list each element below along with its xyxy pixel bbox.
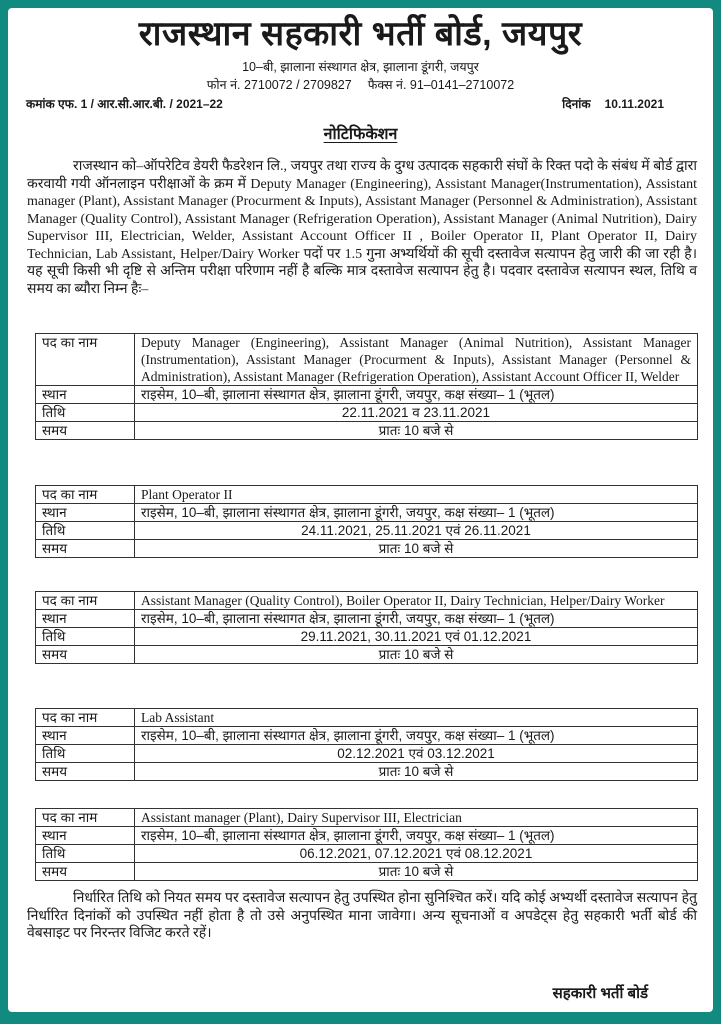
post-names: Assistant Manager (Quality Control), Boiler Operator II, Dairy Technician, Helper/Dairy Worker bbox=[135, 592, 698, 610]
closing-paragraph: निर्धारित तिथि को नियत समय पर दस्तावेज सत्यापन हेतु उपस्थित होना सुनिश्चित करें। यदि कोई अभ्यर्थी दस्तावेज सत्यापन हेतु निर्धारित दिनांकों को उपस्थित नहीं होता है तो उसे अनुपस्थित माना जावेगा। अन्य सूचनाओं व अपडेट्स हेतु सहकारी भर्ती बोर्ड की वेबसाइट पर निरन्तर विजिट करते रहें। bbox=[27, 891, 697, 941]
schedule-table bbox=[35, 808, 698, 881]
date-label: तिथि bbox=[36, 628, 135, 646]
time-value: प्रातः 10 बजे से bbox=[135, 763, 698, 781]
table-row-venue bbox=[36, 504, 698, 522]
date-value: 22.11.2021 व 23.11.2021 bbox=[135, 404, 698, 422]
schedule-table bbox=[35, 485, 698, 558]
table-row-date bbox=[36, 628, 698, 646]
date-label: तिथि bbox=[36, 845, 135, 863]
date-value: 10.11.2021 bbox=[604, 97, 664, 111]
post-label: पद का नाम bbox=[36, 334, 135, 386]
venue-value: राइसेम, 10–बी, झालाना संस्थागत क्षेत्र, झालाना डूंगरी, जयपुर, कक्ष संख्या– 1 (भूतल) bbox=[135, 827, 698, 845]
notification-page bbox=[8, 8, 713, 1012]
table-row-time bbox=[36, 646, 698, 664]
date-value: 02.12.2021 एवं 03.12.2021 bbox=[135, 745, 698, 763]
venue-label: स्थान bbox=[36, 386, 135, 404]
time-label: समय bbox=[36, 863, 135, 881]
fax-number: फैक्स नं. 91–0141–2710072 bbox=[367, 78, 515, 92]
date-value: 29.11.2021, 30.11.2021 एवं 01.12.2021 bbox=[135, 628, 698, 646]
time-value: प्रातः 10 बजे से bbox=[135, 540, 698, 558]
notification-heading bbox=[8, 125, 713, 145]
post-label: पद का नाम bbox=[36, 809, 135, 827]
post-names: Deputy Manager (Engineering), Assistant Manager (Animal Nutrition), Assistant Manager (Instrumentation), Assistant Manager (Procurment & Inputs), Assistant Manager (Personnel & Administration), Assistant Manager (Refrigeration Operation), Assistant Account Officer II, Welder bbox=[135, 334, 698, 386]
post-names: Plant Operator II bbox=[135, 486, 698, 504]
board-address: 10–बी, झालाना संस्थागत क्षेत्र, झालाना डूंगरी, जयपुर bbox=[242, 60, 479, 74]
venue-label: स्थान bbox=[36, 504, 135, 522]
table-row-post bbox=[36, 486, 698, 504]
table-row-post bbox=[36, 709, 698, 727]
time-label: समय bbox=[36, 646, 135, 664]
table-row-time bbox=[36, 763, 698, 781]
venue-label: स्थान bbox=[36, 610, 135, 628]
reference-number: कमांक एफ. 1 / आर.सी.आर.बी. / 2021–22 bbox=[26, 97, 223, 111]
post-label: पद का नाम bbox=[36, 592, 135, 610]
table-row-post bbox=[36, 592, 698, 610]
issue-date bbox=[562, 96, 664, 112]
schedule-table bbox=[35, 333, 698, 440]
venue-label: स्थान bbox=[36, 827, 135, 845]
venue-label: स्थान bbox=[36, 727, 135, 745]
table-row-venue bbox=[36, 386, 698, 404]
notification-heading-text: नोटिफिकेशन bbox=[323, 126, 398, 143]
contact-line bbox=[8, 77, 713, 94]
time-value: प्रातः 10 बजे से bbox=[135, 646, 698, 664]
table-row-venue bbox=[36, 610, 698, 628]
venue-value: राइसेम, 10–बी, झालाना संस्थागत क्षेत्र, झालाना डूंगरी, जयपुर, कक्ष संख्या– 1 (भूतल) bbox=[135, 610, 698, 628]
venue-value: राइसेम, 10–बी, झालाना संस्थागत क्षेत्र, झालाना डूंगरी, जयपुर, कक्ष संख्या– 1 (भूतल) bbox=[135, 504, 698, 522]
table-row-time bbox=[36, 422, 698, 440]
date-value: 06.12.2021, 07.12.2021 एवं 08.12.2021 bbox=[135, 845, 698, 863]
date-label: तिथि bbox=[36, 522, 135, 540]
board-title: राजस्थान सहकारी भर्ती बोर्ड, जयपुर bbox=[138, 15, 583, 53]
time-label: समय bbox=[36, 422, 135, 440]
date-label: तिथि bbox=[36, 404, 135, 422]
table-row-date bbox=[36, 404, 698, 422]
table-row-time bbox=[36, 540, 698, 558]
table-row-venue bbox=[36, 827, 698, 845]
table-row-date bbox=[36, 845, 698, 863]
time-label: समय bbox=[36, 540, 135, 558]
post-names: Assistant manager (Plant), Dairy Supervisor III, Electrician bbox=[135, 809, 698, 827]
post-names: Lab Assistant bbox=[135, 709, 698, 727]
time-value: प्रातः 10 बजे से bbox=[135, 422, 698, 440]
table-row-post bbox=[36, 334, 698, 386]
date-label: दिनांक bbox=[562, 97, 591, 111]
table-row-venue bbox=[36, 727, 698, 745]
table-row-post bbox=[36, 809, 698, 827]
table-row-date bbox=[36, 522, 698, 540]
schedule-table bbox=[35, 708, 698, 781]
time-value: प्रातः 10 बजे से bbox=[135, 863, 698, 881]
signature: सहकारी भर्ती बोर्ड bbox=[552, 985, 648, 1002]
venue-value: राइसेम, 10–बी, झालाना संस्थागत क्षेत्र, झालाना डूंगरी, जयपुर, कक्ष संख्या– 1 (भूतल) bbox=[135, 386, 698, 404]
post-label: पद का नाम bbox=[36, 709, 135, 727]
schedule-table bbox=[35, 591, 698, 664]
date-value: 24.11.2021, 25.11.2021 एवं 26.11.2021 bbox=[135, 522, 698, 540]
phone-number: फोन नं. 2710072 / 2709827 bbox=[206, 78, 352, 92]
table-row-time bbox=[36, 863, 698, 881]
date-label: तिथि bbox=[36, 745, 135, 763]
venue-value: राइसेम, 10–बी, झालाना संस्थागत क्षेत्र, झालाना डूंगरी, जयपुर, कक्ष संख्या– 1 (भूतल) bbox=[135, 727, 698, 745]
table-row-date bbox=[36, 745, 698, 763]
post-label: पद का नाम bbox=[36, 486, 135, 504]
time-label: समय bbox=[36, 763, 135, 781]
intro-paragraph: राजस्थान को–ऑपरेटिव डेयरी फैडरेशन लि., जयपुर तथा राज्य के दुग्ध उत्पादक सहकारी संघों के रिक्त पदो के संबंध में बोर्ड द्वारा करवायी गयी ऑनलाइन परीक्षाओं के क्रम में Deputy Manager (Engineering), Assistant Manager(Instrumentation), Assistant manager (Plant), Assistant Manager (Procurment & Inputs), Assistant Manager (Personnel & Administration), Assistant Manager (Quality Control), Assistant Manager (Refrigeration Operation), Assistant Manager (Animal Nutrition), Dairy Supervisor III, Electrician, Welder, Assistant Account Officer II , Boiler Operator II, Plant Operator II, Dairy Technician, Lab Assistant, Helper/Dairy Worker पदों पर 1.5 गुना अभ्यर्थियों की सूची दस्तावेज सत्यापन हेतु जारी की जा रही है। यह सूची किसी भी दृष्टि से अन्तिम परीक्षा परिणाम नहीं है बल्कि मात्र दस्तावेज सत्यापन हेतु है। पदवार दस्तावेज सत्यापन स्थल, तिथि व समय का ब्यौरा निम्न हैः– bbox=[27, 159, 697, 297]
